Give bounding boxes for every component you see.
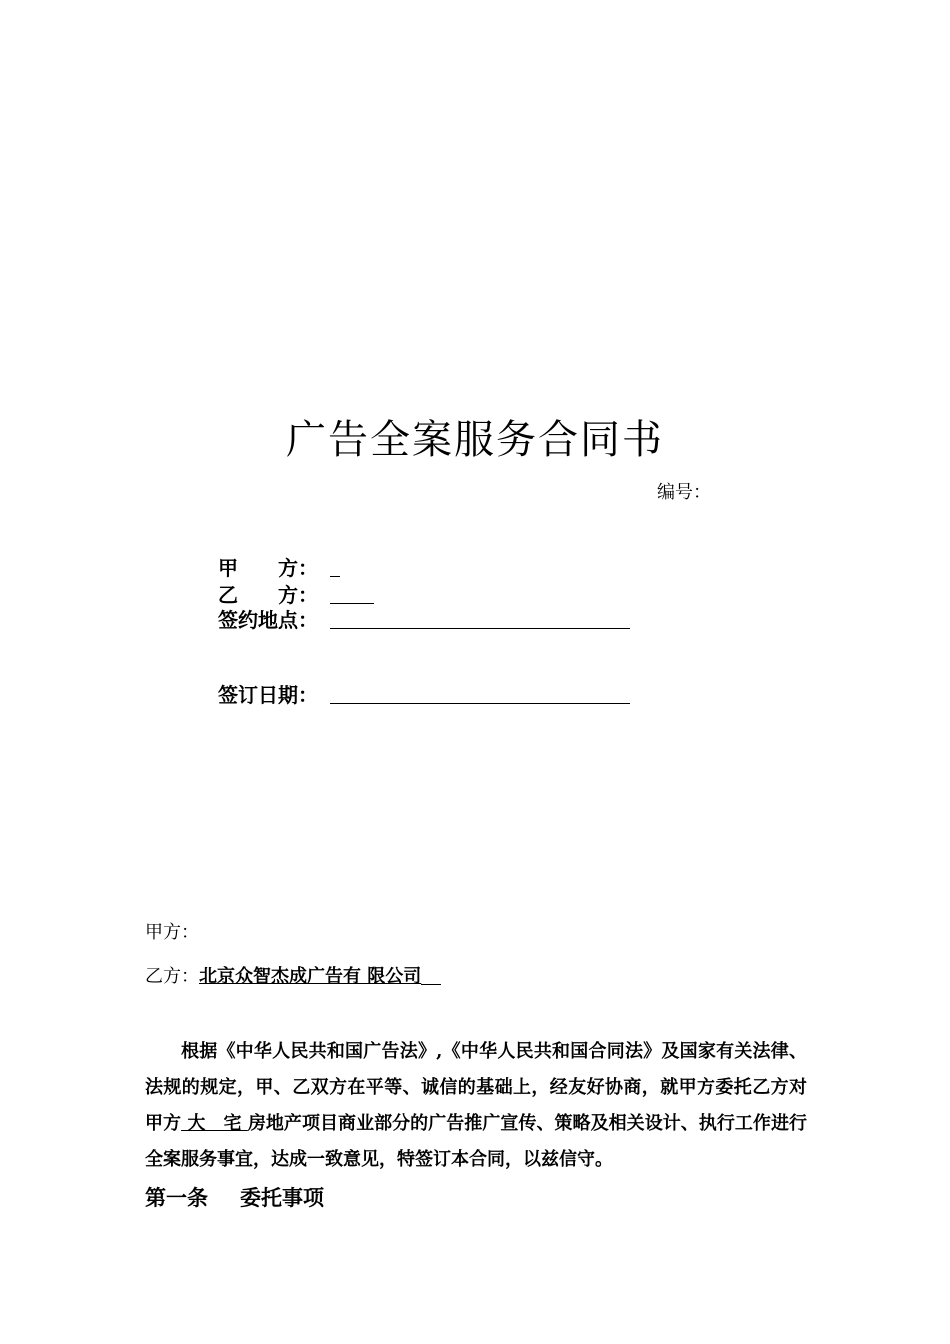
party-b-name: 北京众智杰成广告有 限公司 — [199, 966, 422, 987]
cover-party-a-row — [218, 552, 340, 581]
party-b-line — [145, 962, 441, 988]
cover-party-a-blank[interactable] — [330, 556, 340, 577]
cover-date-label: 签订日期： — [218, 683, 318, 707]
cover-date-blank[interactable] — [330, 683, 630, 704]
cover-date-row — [218, 679, 630, 708]
cover-location-label: 签约地点： — [218, 608, 318, 632]
cover-location-blank[interactable] — [330, 608, 630, 629]
cover-party-b-label: 乙 方： — [218, 583, 318, 607]
party-b-name-underline — [421, 966, 441, 985]
article-1-number: 第一条 — [145, 1186, 208, 1210]
party-a-label: 甲方： — [145, 922, 199, 943]
party-a-line — [145, 918, 199, 944]
contract-number-label: 编号： — [657, 482, 711, 503]
party-b-label: 乙方： — [145, 966, 199, 987]
intro-project-name: 大 宅 — [181, 1113, 248, 1134]
document-title: 广告全案服务合同书 — [286, 417, 664, 463]
cover-location-row — [218, 604, 630, 633]
intro-paragraph — [145, 1034, 807, 1178]
article-1-heading — [145, 1182, 324, 1212]
intro-text-part1: 根据《中华人民共和国广告法》,《中华人民共和国合同法》及国家有关法律、法规的规定，甲、乙双方在平等、诚信的基础上，经友好协商，就甲方委托乙方对甲方 — [145, 1041, 807, 1134]
cover-party-b-blank[interactable] — [330, 583, 374, 604]
cover-party-a-label: 甲 方： — [218, 556, 318, 580]
article-1-title: 委托事项 — [240, 1186, 324, 1210]
intro-text-part2: 房地产项目商业部分的广告推广宣传、策略及相关设计、执行工作进行全案服务事宜，达成一致意见，特签订本合同，以兹信守。 — [145, 1113, 808, 1170]
